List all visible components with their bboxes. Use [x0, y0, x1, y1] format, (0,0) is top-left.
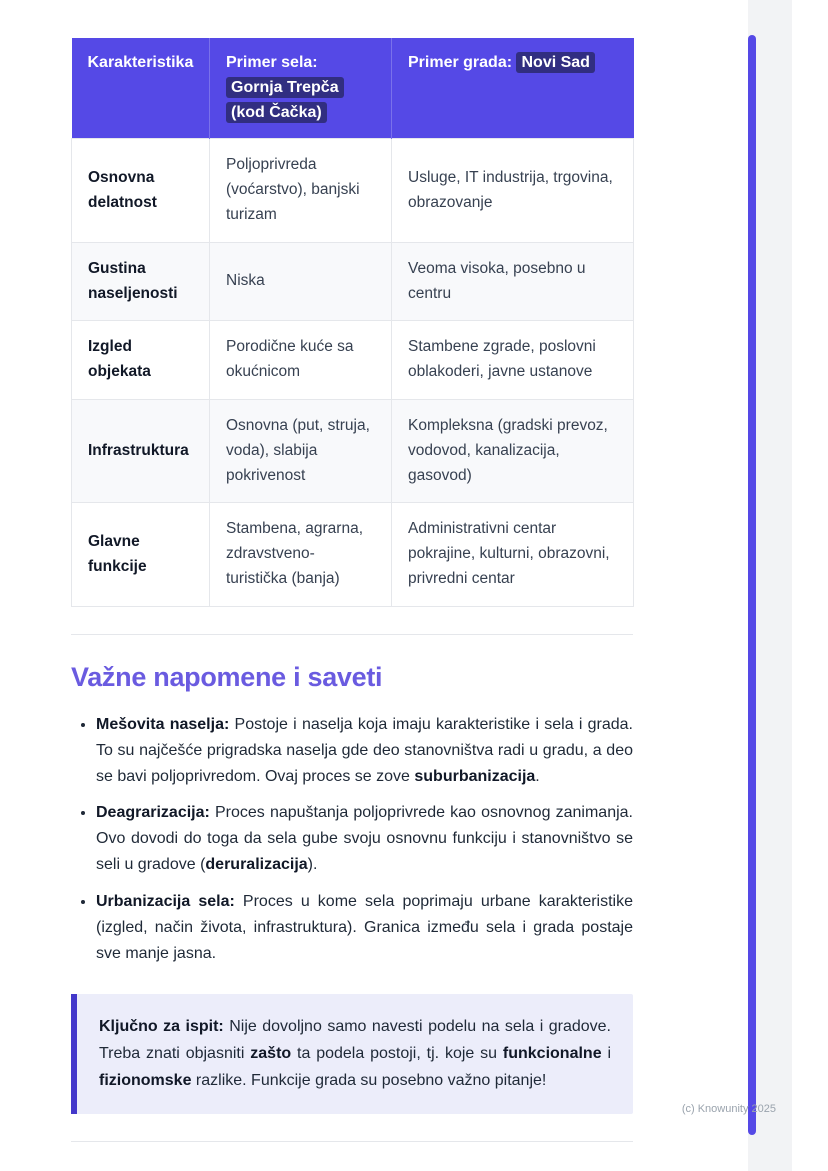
footer-credit: (c) Knowunity 2025 — [681, 1103, 776, 1115]
table-header-row — [72, 38, 634, 139]
city-cell: Stambene zgrade, poslovni oblakoderi, javne ustanove — [392, 321, 634, 400]
city-cell: Veoma visoka, posebno u centru — [392, 242, 634, 321]
divider — [71, 1141, 633, 1142]
table-row — [72, 242, 634, 321]
divider — [71, 634, 633, 635]
city-cell: Kompleksna (gradski prevoz, vodovod, kanalizacija, gasovod) — [392, 399, 634, 502]
city-cell: Administrativni centar pokrajine, kulturni, obrazovni, privredni centar — [392, 503, 634, 606]
row-label: Infrastruktura — [72, 399, 210, 502]
row-label: Glavne funkcije — [72, 503, 210, 606]
list-item-mesovita-naselja: • Mešovita naselja: Postoje i naselja koja imaju karakteristike i sela i grada. To su najčešće prigradska naselja gde deo stanovništva radi u gradu, a deo se bavi poljoprivredom. Ovaj proces se zove suburbanizacija. — [96, 712, 633, 790]
row-label: Osnovna delatnost — [72, 139, 210, 242]
section-title: Važne napomene i saveti — [71, 661, 383, 692]
scrollbar-thumb[interactable] — [748, 35, 756, 1135]
row-label: Izgled objekata — [72, 321, 210, 400]
row-label: Gustina naseljenosti — [72, 242, 210, 321]
notes-list — [71, 712, 633, 967]
village-cell: Stambena, agrarna, zdravstveno-turistička (banja) — [210, 503, 392, 606]
header-cell-primer-sela: Primer sela: Gornja Trepča (kod Čačka) — [210, 38, 392, 139]
table-row — [72, 503, 634, 606]
village-cell: Niska — [210, 242, 392, 321]
comparison-table — [71, 38, 634, 607]
village-cell: Poljoprivreda (voćarstvo), banjski turizam — [210, 139, 392, 242]
table-row — [72, 399, 634, 502]
list-item-deagrarizacija: • Deagrarizacija: Proces napuštanja poljoprivrede kao osnovnog zanimanja. Ovo dovodi do toga da sela gube svoju osnovnu funkciju i stanovništvo se seli u gradove (deruralizacija). — [96, 800, 633, 878]
header-cell-primer-grada: Primer grada: Novi Sad — [392, 38, 634, 139]
village-cell: Porodične kuće sa okućnicom — [210, 321, 392, 400]
header-cell-karakteristika: Karakteristika — [72, 38, 210, 139]
city-cell: Usluge, IT industrija, trgovina, obrazovanje — [392, 139, 634, 242]
content-area — [71, 38, 633, 1169]
village-cell: Osnovna (put, struja, voda), slabija pokrivenost — [210, 399, 392, 502]
list-item-urbanizacija-sela: • Urbanizacija sela: Proces u kome sela poprimaju urbane karakteristike (izgled, način života, infrastruktura). Granica između sela i grada postaje sve manje jasna. — [96, 889, 633, 967]
table-row — [72, 321, 634, 400]
exam-tip-callout: Ključno za ispit: Nije dovoljno samo navesti podelu na sela i gradove. Treba znati objasniti zašto ta podela postoji, tj. koje su funkcionalne i fizionomske razlike. Funkcije grada su posebno važno pitanje! — [71, 994, 633, 1115]
table-row — [72, 139, 634, 242]
